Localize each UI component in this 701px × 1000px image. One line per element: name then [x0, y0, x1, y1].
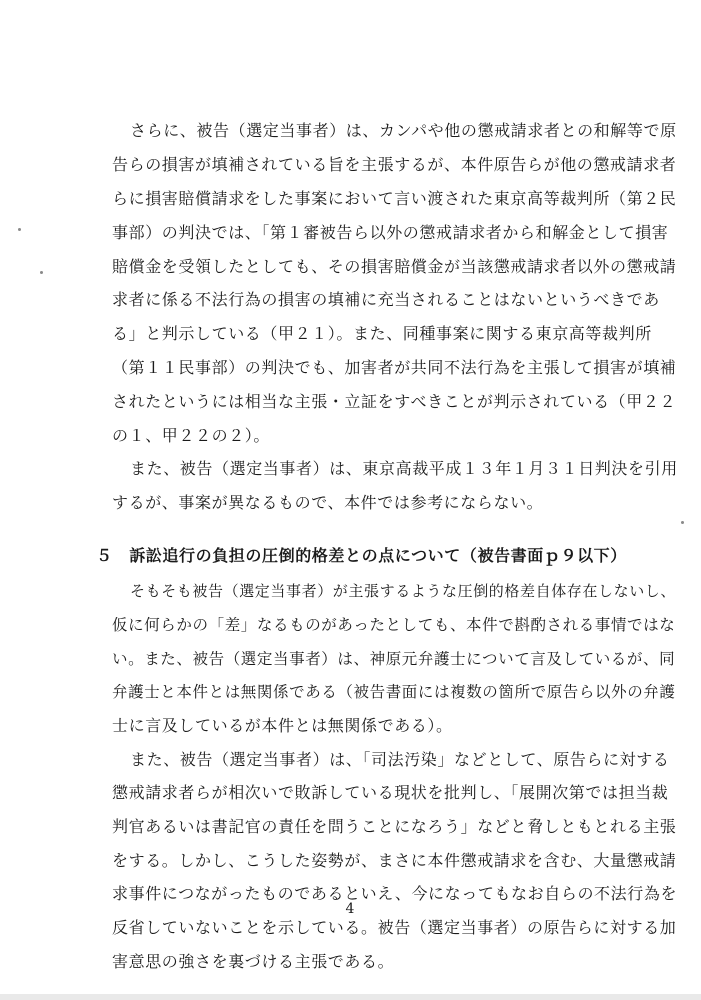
text-line: 求事件につながったものであるといえ、今になってもなお自らの不法行為を	[112, 884, 678, 903]
text-line: 反省していないことを示している。被告（選定当事者）の原告らに対する加	[112, 918, 677, 937]
page-number: 4	[345, 901, 355, 917]
text-line: 懲戒請求者らが相次いで敗訴している現状を批判し、「展開次第では担当裁	[112, 783, 669, 802]
text-line: 判官あるいは書記官の責任を問うことになろう」などと脅しともとれる主張	[112, 817, 677, 836]
text-line: （第１１民事部）の判決でも、加害者が共同不法行為を主張して損害が填補	[112, 358, 677, 377]
text-line: い。また、被告（選定当事者）は、神原元弁護士について言及しているが、同	[112, 650, 676, 668]
scan-speck	[681, 521, 684, 524]
text-line: また、被告（選定当事者）は、「司法汚染」などとして、原告らに対する	[130, 750, 670, 769]
text-line: 告らの損害が填補されている旨を主張するが、本件原告らが他の懲戒請求者	[112, 155, 677, 174]
text-line: らに損害賠償請求をした事案において言い渡された東京高等裁判所（第２民	[112, 189, 677, 208]
text-line: 事部）の判決では、「第１審被告ら以外の懲戒請求者から和解金として損害	[112, 223, 669, 242]
text-line: そもそも被告（選定当事者）が主張するような圧倒的格差自体存在しないし、	[130, 582, 677, 600]
scan-speck	[18, 228, 21, 231]
text-line: をする。しかし、こうした姿勢が、まさに本件懲戒請求を含む、大量懲戒請	[112, 851, 677, 870]
text-line: また、被告（選定当事者）は、東京高裁平成１３年１月３１日判決を引用	[130, 459, 678, 478]
text-line: 弁護士と本件とは無関係である（被告書面には複数の箇所で原告ら以外の弁護	[112, 683, 676, 701]
text-line: されたというには相当な主張・立証をすべきことが判示されている（甲２２	[112, 392, 677, 411]
text-line: 害意思の強さを裏づける主張である。	[112, 952, 395, 971]
text-line: 賠償金を受領したとしても、その損害賠償金が当該懲戒請求者以外の懲戒請	[112, 257, 677, 276]
text-line: 士に言及しているが本件とは無関係である）。	[112, 716, 453, 735]
scan-bottom-edge	[0, 994, 701, 1000]
text-line: の１、甲２２の２）。	[112, 426, 271, 445]
text-line: するが、事案が異なるもので、本件では参考にならない。	[112, 493, 544, 512]
text-line: 仮に何らかの「差」なるものがあったとしても、本件で斟酌される事情ではな	[112, 616, 676, 634]
text-line: 求者に係る不法行為の損害の填補に充当されることはないというべきであ	[112, 290, 660, 309]
section-heading: ５ 訴訟追行の負担の圧倒的格差との点について（被告書面ｐ９以下）	[96, 546, 627, 565]
text-line: さらに、被告（選定当事者）は、カンパや他の懲戒請求者との和解等で原	[130, 121, 677, 140]
text-line: る」と判示している（甲２１）。また、同種事案に関する東京高等裁判所	[112, 324, 652, 343]
scan-speck	[40, 271, 43, 274]
